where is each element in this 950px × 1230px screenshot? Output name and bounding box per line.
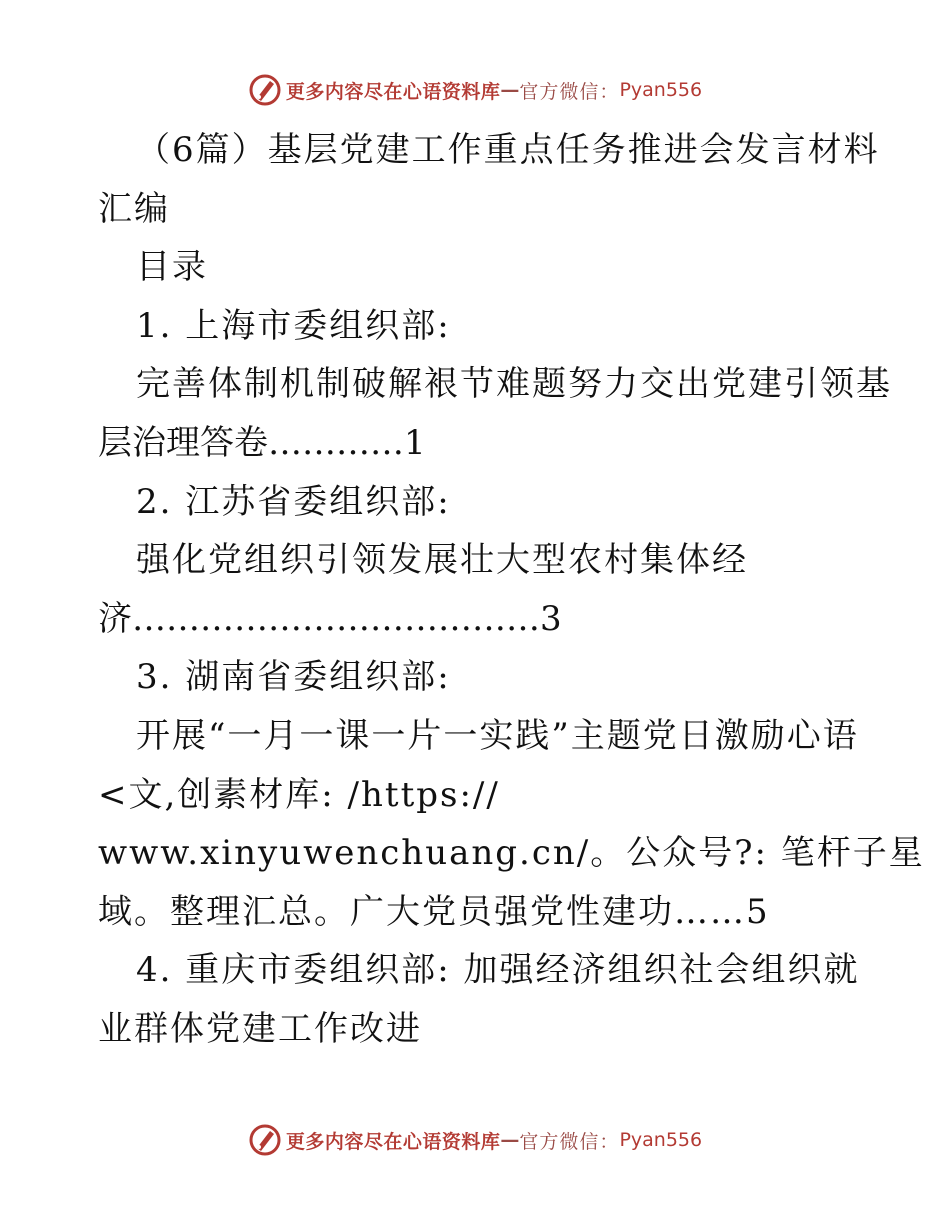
watermark-wechat-id: Pyan556 [619,79,703,101]
footer-watermark [0,1120,950,1160]
pen-logo-icon [248,73,282,107]
toc-entry-4-heading: 4. 重庆市委组织部: 加强经济组织社会组织就 [136,950,860,991]
document-title-line-2: 汇编 [98,188,170,229]
watermark-wechat-id: Pyan556 [619,1129,703,1151]
toc-entry-2-line-1: 强化党组织引领发展壮大型农村集体经 [136,540,748,581]
pen-logo-icon [248,1123,282,1157]
watermark-separator: — [500,1129,520,1151]
toc-entry-3-heading: 3. 湖南省委组织部: [136,657,451,698]
watermark-site-text: 更多内容尽在心语资料库 [285,1130,501,1153]
watermark-wechat-label: 官方微信： [519,1130,620,1153]
watermark-separator: — [500,79,520,101]
watermark-wechat-label: 官方微信： [519,80,620,103]
toc-entry-3-line-3: www.xinyuwenchuang.cn/。公众号?: 笔杆子星 [98,833,925,874]
toc-heading: 目录 [136,247,208,288]
toc-entry-1-line-1: 完善体制机制破解裉节难题努力交出党建引领基 [136,364,892,405]
toc-entry-4-line-1: 业群体党建工作改进 [98,1008,422,1049]
toc-entry-3-line-4: 域。整理汇总。广大党员强党性建功……5 [98,891,770,932]
toc-entry-2-heading: 2. 江苏省委组织部: [136,481,451,522]
toc-entry-1-line-2: 层治理答卷…………1 [98,422,426,463]
header-watermark [0,70,950,110]
toc-entry-3-line-1: 开展“一月一课一片一实践”主题党日激励心语 [136,715,859,756]
watermark-site-text: 更多内容尽在心语资料库 [285,80,501,103]
document-title-line-1: （6篇）基层党建工作重点任务推进会发言材料 [136,130,880,170]
toc-entry-2-line-2: 济………………………………3 [98,598,562,639]
document-body [98,121,925,1059]
toc-entry-1-heading: 1. 上海市委组织部: [136,305,451,346]
toc-entry-3-line-2: <文,创素材库: /https:// [98,774,500,815]
